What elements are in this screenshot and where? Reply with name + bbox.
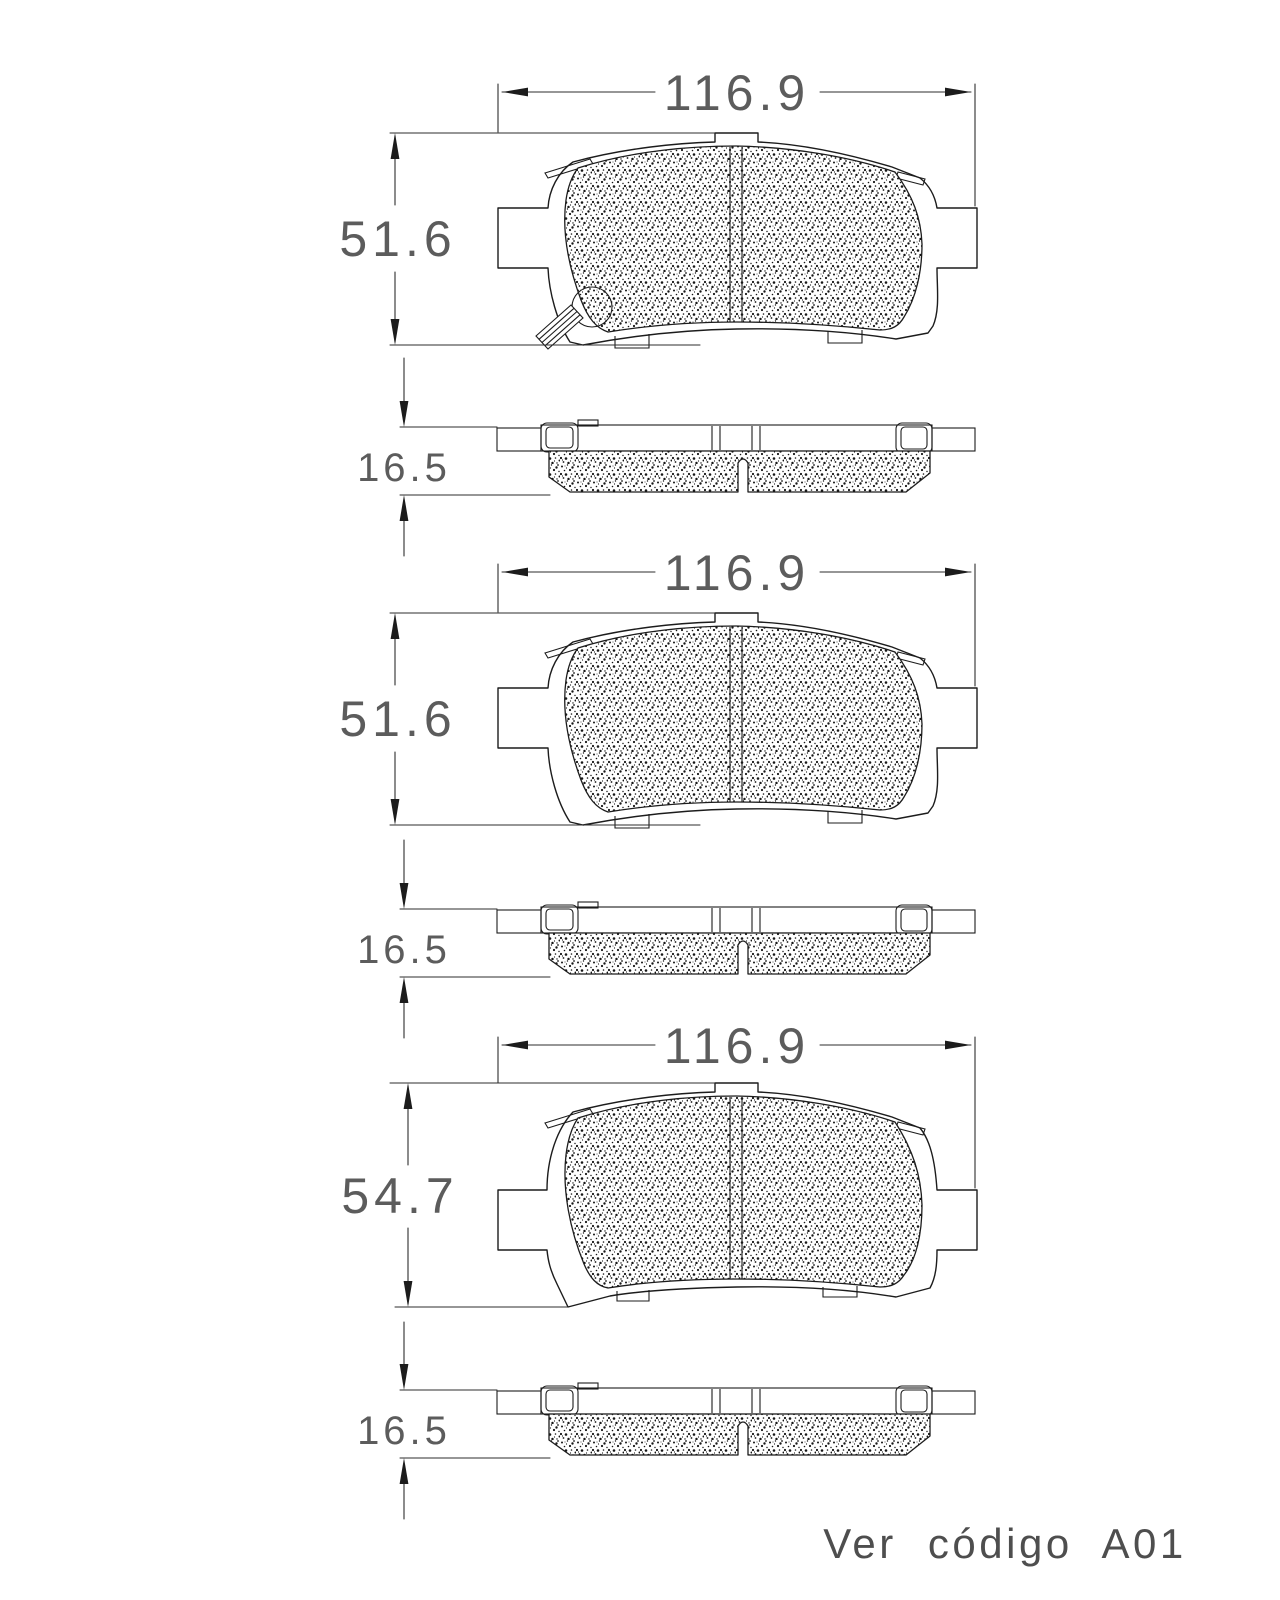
pad3-thickness-dimension (357, 1322, 550, 1519)
pad1-face-view (498, 133, 977, 349)
pad2-edge-view (497, 902, 975, 974)
pad3-face-view (498, 1083, 977, 1307)
pad3-height-label: 54.7 (341, 1168, 459, 1224)
pad2-edge-backplate (541, 907, 932, 933)
pad1-edge-friction (549, 451, 930, 492)
pad3-friction-material (565, 1096, 922, 1288)
pad1-thickness-label: 16.5 (357, 446, 451, 490)
pad1-edge-left-ear (497, 428, 541, 451)
pad2-thickness-label: 16.5 (357, 928, 451, 972)
pad-1 (339, 65, 977, 556)
pad2-thickness-dimension (357, 840, 550, 1038)
reference-code-caption: Ver código A01 (823, 1520, 1187, 1567)
pad1-wear-indicator-clip (536, 305, 583, 349)
pad1-friction-material (565, 146, 922, 332)
pad3-edge-left-ear (497, 1391, 541, 1414)
pad2-height-label: 51.6 (339, 691, 457, 747)
pad-3 (341, 1018, 977, 1519)
pad3-thickness-label: 16.5 (357, 1409, 451, 1453)
pad1-width-label: 116.9 (663, 65, 811, 121)
pad3-width-label: 116.9 (663, 1018, 811, 1074)
pad3-edge-backplate (541, 1388, 932, 1414)
pad1-height-label: 51.6 (339, 211, 457, 267)
pad2-edge-left-ear (497, 910, 541, 933)
pad2-friction-material (565, 626, 922, 812)
pad-2 (339, 545, 977, 1038)
pad2-width-label: 116.9 (663, 545, 811, 601)
pad2-edge-right-ear (932, 910, 975, 933)
pad1-edge-backplate (541, 425, 932, 451)
pad2-edge-friction (549, 933, 930, 974)
pad3-edge-friction (549, 1414, 930, 1455)
pad3-edge-view (497, 1383, 975, 1455)
pad1-edge-view (497, 420, 975, 492)
pad1-edge-right-ear (932, 428, 975, 451)
pad2-face-view (498, 613, 977, 828)
pad1-thickness-dimension (357, 358, 550, 556)
pad3-edge-right-ear (932, 1391, 975, 1414)
